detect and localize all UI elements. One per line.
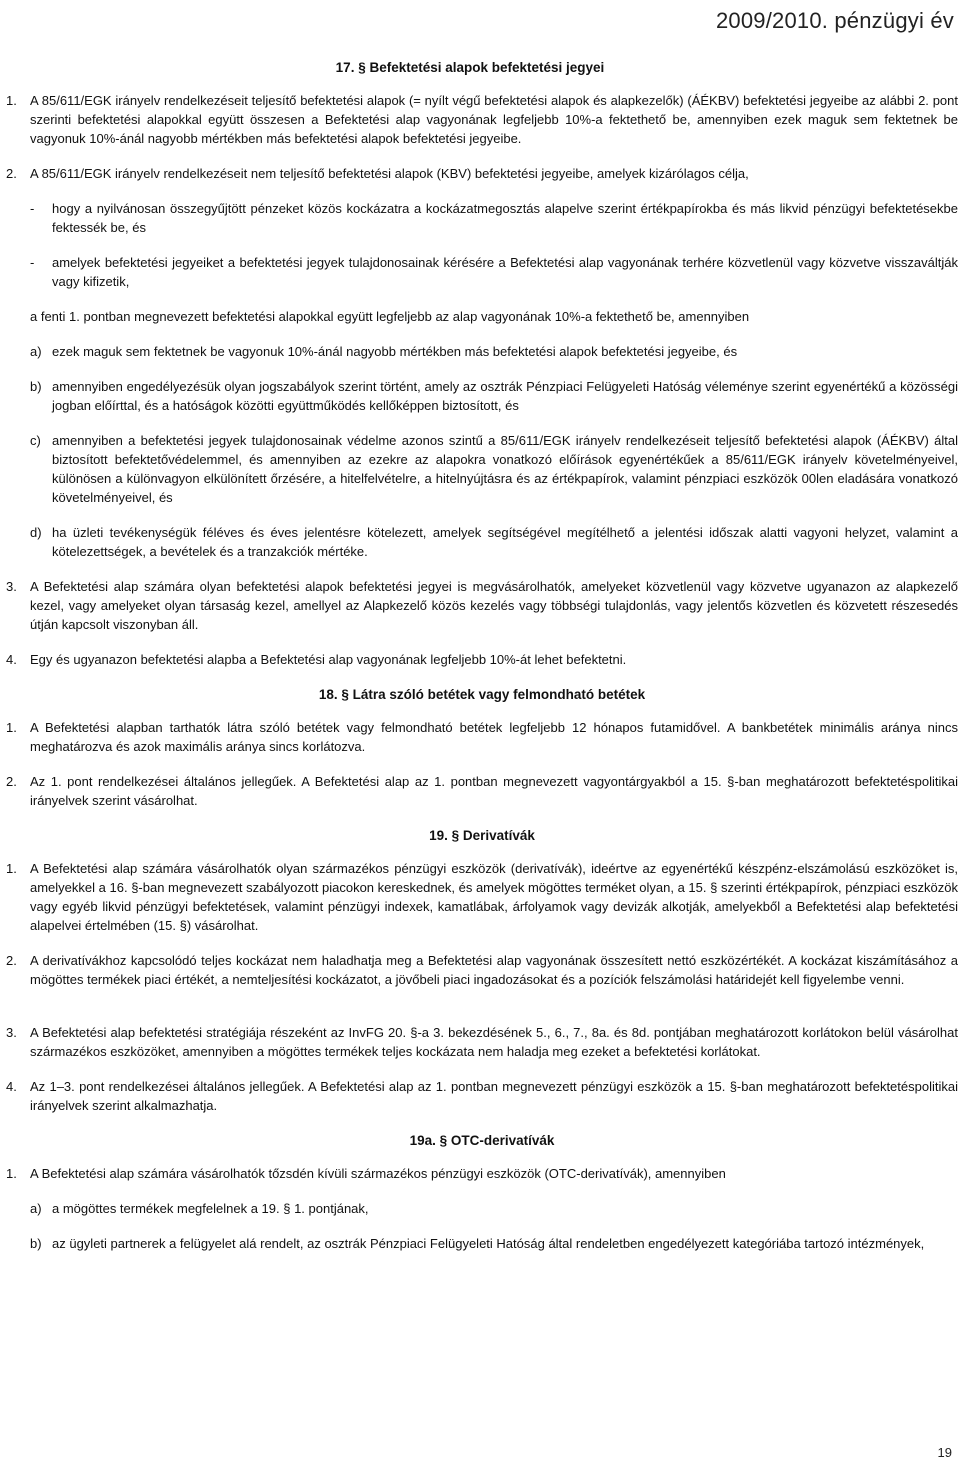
item-number: 4. bbox=[6, 1079, 17, 1094]
item-number: 1. bbox=[6, 1166, 17, 1181]
item-number: 3. bbox=[6, 579, 17, 594]
item-number: 2. bbox=[6, 953, 17, 968]
item-text: A Befektetési alap befektetési stratégiája részeként az InvFG 20. §-a 3. bekezdésének 5., 6., 7., 8a. és 8d. pontjában meghatározott korlátokon belül vásárolhat származékos eszközöket, amennyiben a mögöttes termékek teljes kockázata nem haladja meg ezeket a befektetési korlátokat. bbox=[30, 1025, 958, 1059]
dash-text: hogy a nyilvánosan összegyűjtött pénzeket közös kockázatra a kockázatmegosztás alapelve szerint értékpapírokba és más likvid pénzügyi befektetésekbe fektessék be, és bbox=[52, 201, 958, 235]
sub-text: ha üzleti tevékenységük féléves és éves jelentésre kötelezett, amelyek segítségével megítélhető a jelentési időszak alatti vagyoni helyzet, valamint a kötelezettségek, a bevételek és a tranzakciók mértéke. bbox=[52, 525, 958, 559]
section-19a-title: 19a. § OTC-derivatívák bbox=[409, 1133, 555, 1148]
item-text: Egy és ugyanazon befektetési alapba a Befektetési alap vagyonának legfeljebb 10%-át lehet befektetni. bbox=[30, 652, 627, 667]
dash-marker: - bbox=[30, 201, 35, 216]
s17-item-1 bbox=[6, 91, 958, 148]
page-number: 19 bbox=[937, 1445, 952, 1460]
section-19-title: 19. § Derivatívák bbox=[429, 828, 535, 843]
letter-marker: b) bbox=[30, 1236, 42, 1251]
item-number: 1. bbox=[6, 720, 17, 735]
s18-item-2 bbox=[6, 772, 958, 810]
document-body bbox=[6, 58, 958, 1269]
s17-sub-c bbox=[30, 431, 958, 507]
letter-marker: d) bbox=[30, 525, 42, 540]
s17-sub-d bbox=[30, 523, 958, 561]
sub-text: amennyiben engedélyezésük olyan jogszabályok szerint történt, amely az osztrák Pénzpiaci Felügyeleti Hatóság véleménye szerint egyenértékű a közösségi jogban előírttal, és a hatóságok közötti együttműködés kellőképpen biztosított, és bbox=[52, 379, 958, 413]
item-text: Az 1–3. pont rendelkezései általános jellegűek. A Befektetési alap az 1. pontban megnevezett pénzügyi eszközök a 15. §-ban meghatározott befektetéspolitikai irányelvek szerint alkalmazhatja. bbox=[30, 1079, 958, 1113]
item-number: 1. bbox=[6, 861, 17, 876]
sub-text: ezek maguk sem fektetnek be vagyonuk 10%-ánál nagyobb mértékben más befektetési alapok befektetési jegyeibe, és bbox=[52, 344, 738, 359]
item-text: A Befektetési alap számára vásárolhatók tőzsdén kívüli származékos pénzügyi eszközök (OTC-derivatívák), amennyiben bbox=[30, 1166, 726, 1181]
dash-marker: - bbox=[30, 255, 35, 270]
item-text: A Befektetési alap számára vásárolhatók olyan származékos pénzügyi eszközök (derivatívák), ideértve az egyenértékű készpénz-elszámolású eszközöket is, amelyekkel a 16. §-ban megnevezett szabályozott piacokon kereskednek, és amelyek mögöttes terméket olyan, a 15. § szerinti értékpapírok, pénzpiaci eszközök vagy egyéb likvid pénzügyi befektetések, valamint pénzügyi indexek, kamatlábak, árfolyamok vagy devizák alkotják, amelyekből a Befektetési alap befektetési alapelvei értelmében (15. §) vásárolhat. bbox=[30, 861, 958, 933]
item-number: 2. bbox=[6, 166, 17, 181]
s19-item-4 bbox=[6, 1077, 958, 1115]
item-text: A derivatívákhoz kapcsolódó teljes kockázat nem haladhatja meg a Befektetési alap vagyonának összesített nettó eszközértékét. A kockázat kiszámításához a mögöttes termékek piaci értékét, a nemteljesítési kockázatot, a jövőbeli piaci ingadozásokat és a pozíciók felszámolási határidejét kell figyelembe venni. bbox=[30, 953, 958, 987]
letter-marker: c) bbox=[30, 433, 41, 448]
section-17-title: 17. § Befektetési alapok befektetési jegyei bbox=[335, 60, 605, 75]
item-text: A Befektetési alap számára olyan befektetési alapok befektetési jegyei is megvásárolhatók, amelyeket közvetlenül vagy közvetve ugyanazon az alapkezelő kezel, vagy amelyeket olyan társaság kezel, amellyel az Alapkezelő közös kezelés vagy többségi tulajdonlás, vagy jelentős közvetlen és közvetett részesedés útján kapcsolt viszonyban áll. bbox=[30, 579, 958, 632]
spacer bbox=[6, 1005, 958, 1023]
s17-item-4 bbox=[6, 650, 958, 669]
item-number: 1. bbox=[6, 93, 17, 108]
dash-text: amelyek befektetési jegyeiket a befektetési jegyek tulajdonosainak kérésére a Befektetési alap vagyonának terhére közvetlenül vagy közvetve visszaváltják vagy kifizetik, bbox=[52, 255, 958, 289]
s17-dash-2 bbox=[30, 253, 958, 291]
fiscal-year-header: 2009/2010. pénzügyi év bbox=[715, 8, 954, 33]
s19a-sub-a bbox=[30, 1199, 958, 1218]
sub-text: az ügyleti partnerek a felügyelet alá rendelt, az osztrák Pénzpiaci Felügyeleti Hatóság által rendeletben engedélyezett kategóriába tartozó intézmények, bbox=[52, 1236, 925, 1251]
item-text: A 85/611/EGK irányelv rendelkezéseit teljesítő befektetési alapok (= nyílt végű befektetési alapok és alapkezelők) (ÁÉKBV) befektetési jegyeibe az alábbi 2. pont szerinti befektetési alapokkal együtt összesen a Befektetési alap vagyonának legfeljebb 10%-a fektethető be, amennyiben ezek maguk sem fektetnek be vagyonuk 10%-ánál nagyobb mértékben más befektetési alapok befektetési jegyeibe. bbox=[30, 93, 958, 146]
s17-item-3 bbox=[6, 577, 958, 634]
s17-dash-1 bbox=[30, 199, 958, 237]
s19-item-3 bbox=[6, 1023, 958, 1061]
letter-marker: a) bbox=[30, 1201, 42, 1216]
sub-text: amennyiben a befektetési jegyek tulajdonosainak védelme azonos szintű a 85/611/EGK irányelv rendelkezéseit teljesítő befektetési alapok (ÁÉKBV) által biztosított befektetővédelemmel, és amennyiben az ezekre az alapokra vonatkozó előírások egyenértékűek a 85/611/EGK irányelv követelményeivel, különösen a különvagyon elkülönített őrzésére, a hitelfelvételre, a hitelnyújtásra és az értékpapírok, valamint pénzpiaci eszközök 00len eladására vonatkozó követelményeivel, és bbox=[52, 433, 958, 505]
item-number: 4. bbox=[6, 652, 17, 667]
letter-marker: b) bbox=[30, 379, 42, 394]
s19-item-1 bbox=[6, 859, 958, 935]
s19a-sub-b bbox=[30, 1234, 958, 1253]
s18-item-1 bbox=[6, 718, 958, 756]
s17-paragraph: a fenti 1. pontban megnevezett befektetési alapokkal együtt legfeljebb az alap vagyonának 10%-a fektethető be, amennyiben bbox=[30, 309, 750, 324]
s17-sub-a bbox=[30, 342, 958, 361]
item-text: Az 1. pont rendelkezései általános jellegűek. A Befektetési alap az 1. pontban megnevezett vagyontárgyakból a 15. §-ban meghatározott befektetéspolitikai irányelvek szerint vásárolhat. bbox=[30, 774, 958, 808]
sub-text: a mögöttes termékek megfelelnek a 19. § 1. pontjának, bbox=[52, 1201, 369, 1216]
s19a-item-1 bbox=[6, 1164, 958, 1183]
item-text: A Befektetési alapban tarthatók látra szóló betétek vagy felmondható betétek legfeljebb 12 hónapos futamidővel. A bankbetétek minimális aránya nincs meghatározva és azok maximális aránya sincs korlátozva. bbox=[30, 720, 958, 754]
item-number: 2. bbox=[6, 774, 17, 789]
s19-item-2 bbox=[6, 951, 958, 989]
s17-sub-b bbox=[30, 377, 958, 415]
s17-item-2 bbox=[6, 164, 958, 183]
item-number: 3. bbox=[6, 1025, 17, 1040]
letter-marker: a) bbox=[30, 344, 42, 359]
section-18-title: 18. § Látra szóló betétek vagy felmondható betétek bbox=[318, 687, 646, 702]
item-text: A 85/611/EGK irányelv rendelkezéseit nem teljesítő befektetési alapok (KBV) befektetési jegyeibe, amelyek kizárólagos célja, bbox=[30, 166, 749, 181]
